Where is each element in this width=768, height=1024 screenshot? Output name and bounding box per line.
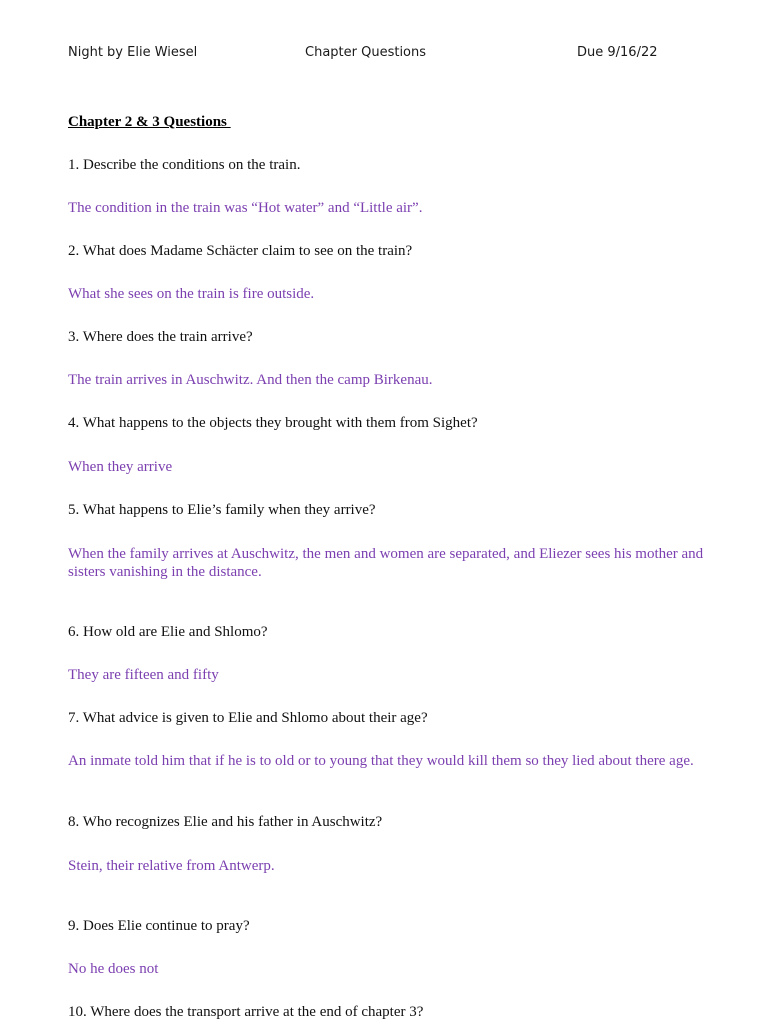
answer-9: No he does not	[68, 961, 159, 977]
question-7: 7. What advice is given to Elie and Shlomo about their age?	[68, 710, 428, 726]
question-3: 3. Where does the train arrive?	[68, 329, 253, 345]
header-title: Night by Elie Wiesel	[68, 45, 198, 60]
answer-3: The train arrives in Auschwitz. And then the camp Birkenau.	[68, 372, 433, 388]
question-5: 5. What happens to Elie’s family when they arrive?	[68, 502, 376, 518]
question-10: 10. Where does the transport arrive at the end of chapter 3?	[68, 1004, 424, 1020]
header-subtitle: Chapter Questions	[305, 45, 427, 60]
header-due-date: Due 9/16/22	[577, 45, 658, 60]
answer-1: The condition in the train was “Hot water” and “Little air”.	[68, 200, 423, 216]
question-8: 8. Who recognizes Elie and his father in Auschwitz?	[68, 814, 383, 830]
answer-6: They are fifteen and fifty	[68, 667, 219, 683]
question-4: 4. What happens to the objects they brought with them from Sighet?	[68, 415, 478, 431]
answer-8: Stein, their relative from Antwerp.	[68, 858, 275, 874]
question-1: 1. Describe the conditions on the train.	[68, 157, 301, 173]
answer-4: When they arrive	[68, 459, 173, 475]
question-9: 9. Does Elie continue to pray?	[68, 918, 250, 934]
question-2: 2. What does Madame Schäcter claim to see on the train?	[68, 243, 413, 259]
answer-2: What she sees on the train is fire outside.	[68, 286, 315, 302]
section-title: Chapter 2 & 3 Questions	[68, 114, 231, 130]
question-6: 6. How old are Elie and Shlomo?	[68, 624, 268, 640]
answer-5: When the family arrives at Auschwitz, the men and women are separated, and Eliezer sees his mother and sisters vanishing in the distance.	[68, 546, 704, 580]
answer-7: An inmate told him that if he is to old or to young that they would kill them so they lied about there age.	[68, 753, 694, 769]
